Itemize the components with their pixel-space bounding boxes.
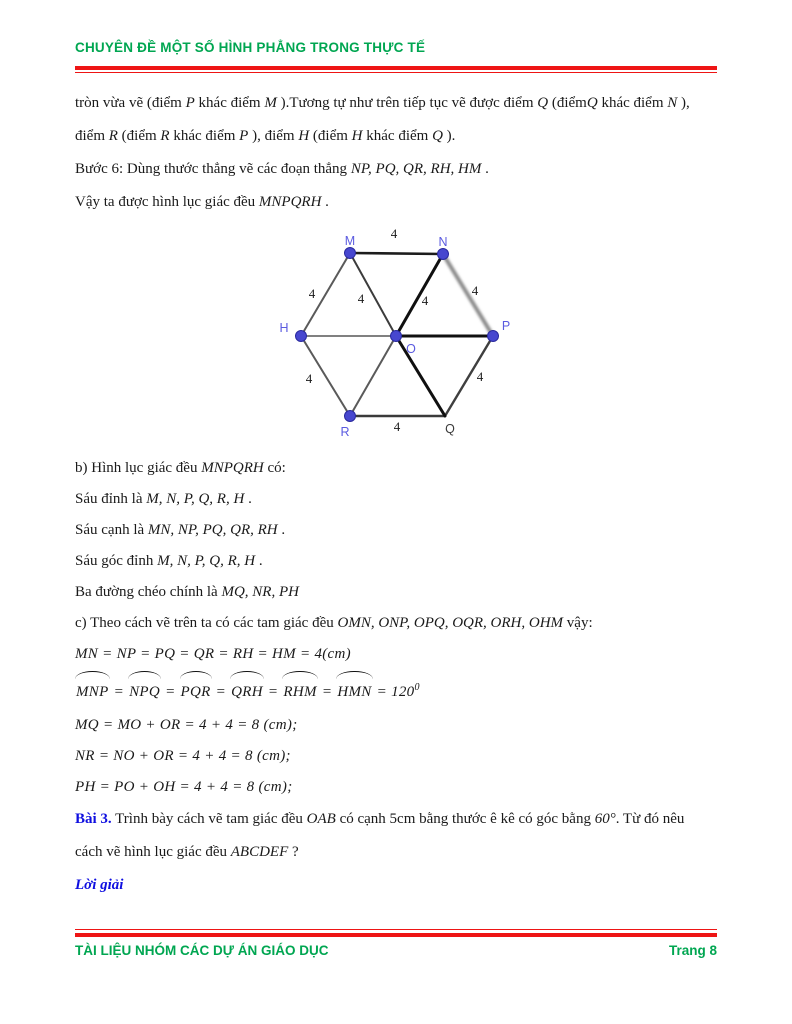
text-segment: Lời giải — [75, 877, 124, 893]
edge-line-np — [443, 254, 493, 336]
formula-mq — [75, 710, 717, 741]
edges-line — [75, 515, 717, 546]
text-segment: ), điểm — [248, 128, 299, 144]
text-segment: Sáu góc đỉnh — [75, 553, 158, 569]
text-segment: RHM — [282, 674, 317, 710]
text-segment: Q — [537, 95, 549, 111]
text-segment: M, N, P, Q, R, H — [157, 553, 256, 569]
text-segment: . — [481, 161, 489, 177]
hexagon-figure — [278, 221, 520, 445]
side-length-label: 4 — [471, 283, 479, 298]
vertex-dot-r — [345, 411, 356, 422]
text-segment: khác điểm — [362, 128, 433, 144]
text-segment: . — [321, 194, 329, 210]
exercise-3-line-2 — [75, 836, 717, 869]
text-segment: . — [255, 553, 263, 569]
text-segment: N — [667, 95, 678, 111]
text-segment: M — [264, 95, 277, 111]
text-segment: ).Tương tự như trên tiếp tục vẽ được điểm — [276, 95, 538, 111]
side-length-label: 4 — [421, 293, 429, 308]
exercise-3-line-1 — [75, 803, 717, 836]
text-segment: MN = NP = PQ = QR = RH = HM = 4(cm) — [75, 646, 351, 662]
text-segment: MQ, NR, PH — [221, 584, 299, 600]
footer-left-text: TÀI LIỆU NHÓM CÁC DỰ ÁN GIÁO DỤC — [75, 943, 329, 958]
text-segment: = — [317, 684, 337, 700]
vertex-dot-p — [488, 331, 499, 342]
vertex-label-h: H — [279, 321, 289, 335]
text-segment: R — [108, 128, 118, 144]
text-segment: Vậy ta được hình lục giác đều — [75, 194, 259, 210]
vertex-label-p: P — [501, 319, 511, 333]
diagonals-line — [75, 577, 717, 608]
text-segment: ABCDEF — [230, 844, 289, 860]
formula-nr — [75, 741, 717, 772]
vertex-label-n: N — [438, 235, 448, 249]
text-segment: = — [161, 684, 180, 700]
vertex-dot-n — [438, 249, 449, 260]
text-segment: PQR — [180, 674, 212, 710]
text-segment: Ba đường chéo chính là — [75, 584, 222, 600]
section-b-heading — [75, 453, 717, 484]
text-segment: Bài 3. — [75, 811, 112, 827]
footer-rule — [75, 929, 717, 937]
side-length-label: 4 — [390, 226, 398, 241]
conclusion-line — [75, 186, 717, 219]
text-segment: MNPQRH — [258, 194, 322, 210]
text-segment: 60° — [594, 811, 616, 827]
text-segment: ). — [442, 128, 456, 144]
text-segment: . — [277, 522, 286, 538]
section-c-heading — [75, 608, 717, 639]
edge-line-oq — [396, 336, 445, 416]
step-6-line — [75, 153, 717, 186]
text-segment: điểm — [75, 128, 109, 144]
text-segment: H — [298, 128, 310, 144]
text-segment: . Từ đó nêu — [615, 811, 685, 827]
text-segment: ), — [677, 95, 690, 111]
text-segment: HMN — [336, 674, 372, 710]
text-segment: Q — [432, 128, 443, 144]
vertices-line — [75, 484, 717, 515]
text-segment: R — [160, 128, 170, 144]
text-segment: QRH — [230, 674, 264, 710]
side-length-label: 4 — [305, 371, 313, 386]
text-segment: Q — [586, 95, 598, 111]
text-segment: khác điểm — [597, 95, 668, 111]
text-segment: . — [244, 491, 252, 507]
header-rule — [75, 66, 717, 73]
vertex-label-r: R — [340, 425, 350, 439]
edge-line-pq — [445, 336, 493, 416]
side-length-label: 4 — [308, 286, 316, 301]
text-segment: = — [211, 684, 231, 700]
footer-page-number: Trang 8 — [668, 943, 717, 958]
text-segment: MQ = MO + OR = 4 + 4 = 8 (cm); — [75, 717, 298, 733]
text-segment: có: — [263, 460, 286, 476]
text-segment: NP, PQ, QR, RH, HM — [350, 161, 482, 177]
text-segment: OMN, ONP, OPQ, OQR, ORH, OHM — [337, 615, 564, 631]
formula-angles — [75, 670, 717, 710]
intro-line-2 — [75, 120, 717, 153]
text-segment: Sáu đỉnh là — [75, 491, 147, 507]
vertex-dot-o — [391, 331, 402, 342]
text-segment: = — [263, 684, 283, 700]
text-segment: Trình bày cách vẽ tam giác đều — [111, 811, 307, 827]
text-segment: ? — [288, 844, 299, 860]
vertex-label-o: O — [406, 342, 416, 356]
edge-line-no — [396, 254, 443, 336]
edge-line-mn — [350, 253, 443, 254]
vertex-dot-m — [345, 248, 356, 259]
text-segment: P — [239, 128, 249, 144]
text-segment: vậy: — [563, 615, 593, 631]
text-segment: M, N, P, Q, R, H — [146, 491, 245, 507]
solution-heading — [75, 869, 717, 902]
text-segment: PH = PO + OH = 4 + 4 = 8 (cm); — [75, 779, 293, 795]
formula-sides — [75, 639, 717, 670]
text-segment: khác điểm — [194, 95, 265, 111]
corner-angles-line — [75, 546, 717, 577]
text-segment: = 120 — [372, 684, 415, 700]
text-segment: (điểm — [117, 128, 161, 144]
text-segment: (điểm — [548, 95, 587, 111]
text-segment: MN, NP, PQ, QR, RH — [147, 522, 278, 538]
text-segment: tròn vừa vẽ (điểm — [75, 95, 186, 111]
text-segment: Sáu cạnh là — [75, 522, 148, 538]
vertex-dot-h — [296, 331, 307, 342]
text-segment: NPQ — [128, 674, 161, 710]
text-segment: cách vẽ hình lục giác đều — [75, 844, 231, 860]
text-segment: NR = NO + OR = 4 + 4 = 8 (cm); — [75, 748, 291, 764]
formula-ph — [75, 772, 717, 803]
page-footer — [75, 929, 717, 958]
side-length-label: 4 — [357, 291, 365, 306]
document-body — [75, 87, 717, 902]
intro-line-1 — [75, 87, 717, 120]
text-segment: b) Hình lục giác đều — [75, 460, 202, 476]
text-segment: MNPQRH — [201, 460, 264, 476]
page-header-title: CHUYÊN ĐỀ MỘT SỐ HÌNH PHẲNG TRONG THỰC TẾ — [75, 40, 426, 55]
text-segment: c) Theo cách vẽ trên ta có các tam giác đều — [75, 615, 338, 631]
text-segment: MNP — [75, 674, 110, 710]
text-segment: 0 — [414, 682, 420, 693]
text-segment: (điểm — [309, 128, 352, 144]
vertex-label-m: M — [344, 234, 356, 248]
text-segment: khác điểm — [169, 128, 240, 144]
text-segment: có cạnh 5cm bằng thước ê kê có góc bằng — [335, 811, 595, 827]
text-segment: Bước 6: Dùng thước thẳng vẽ các đoạn thẳng — [75, 161, 351, 177]
text-segment: OAB — [306, 811, 336, 827]
hexagon-svg — [278, 221, 520, 445]
side-length-label: 4 — [476, 369, 484, 384]
text-segment: = — [109, 684, 129, 700]
edge-line-or — [350, 336, 396, 416]
text-segment: P — [185, 95, 195, 111]
vertex-label-q: Q — [445, 422, 455, 436]
text-segment: H — [351, 128, 363, 144]
side-length-label: 4 — [393, 419, 401, 434]
